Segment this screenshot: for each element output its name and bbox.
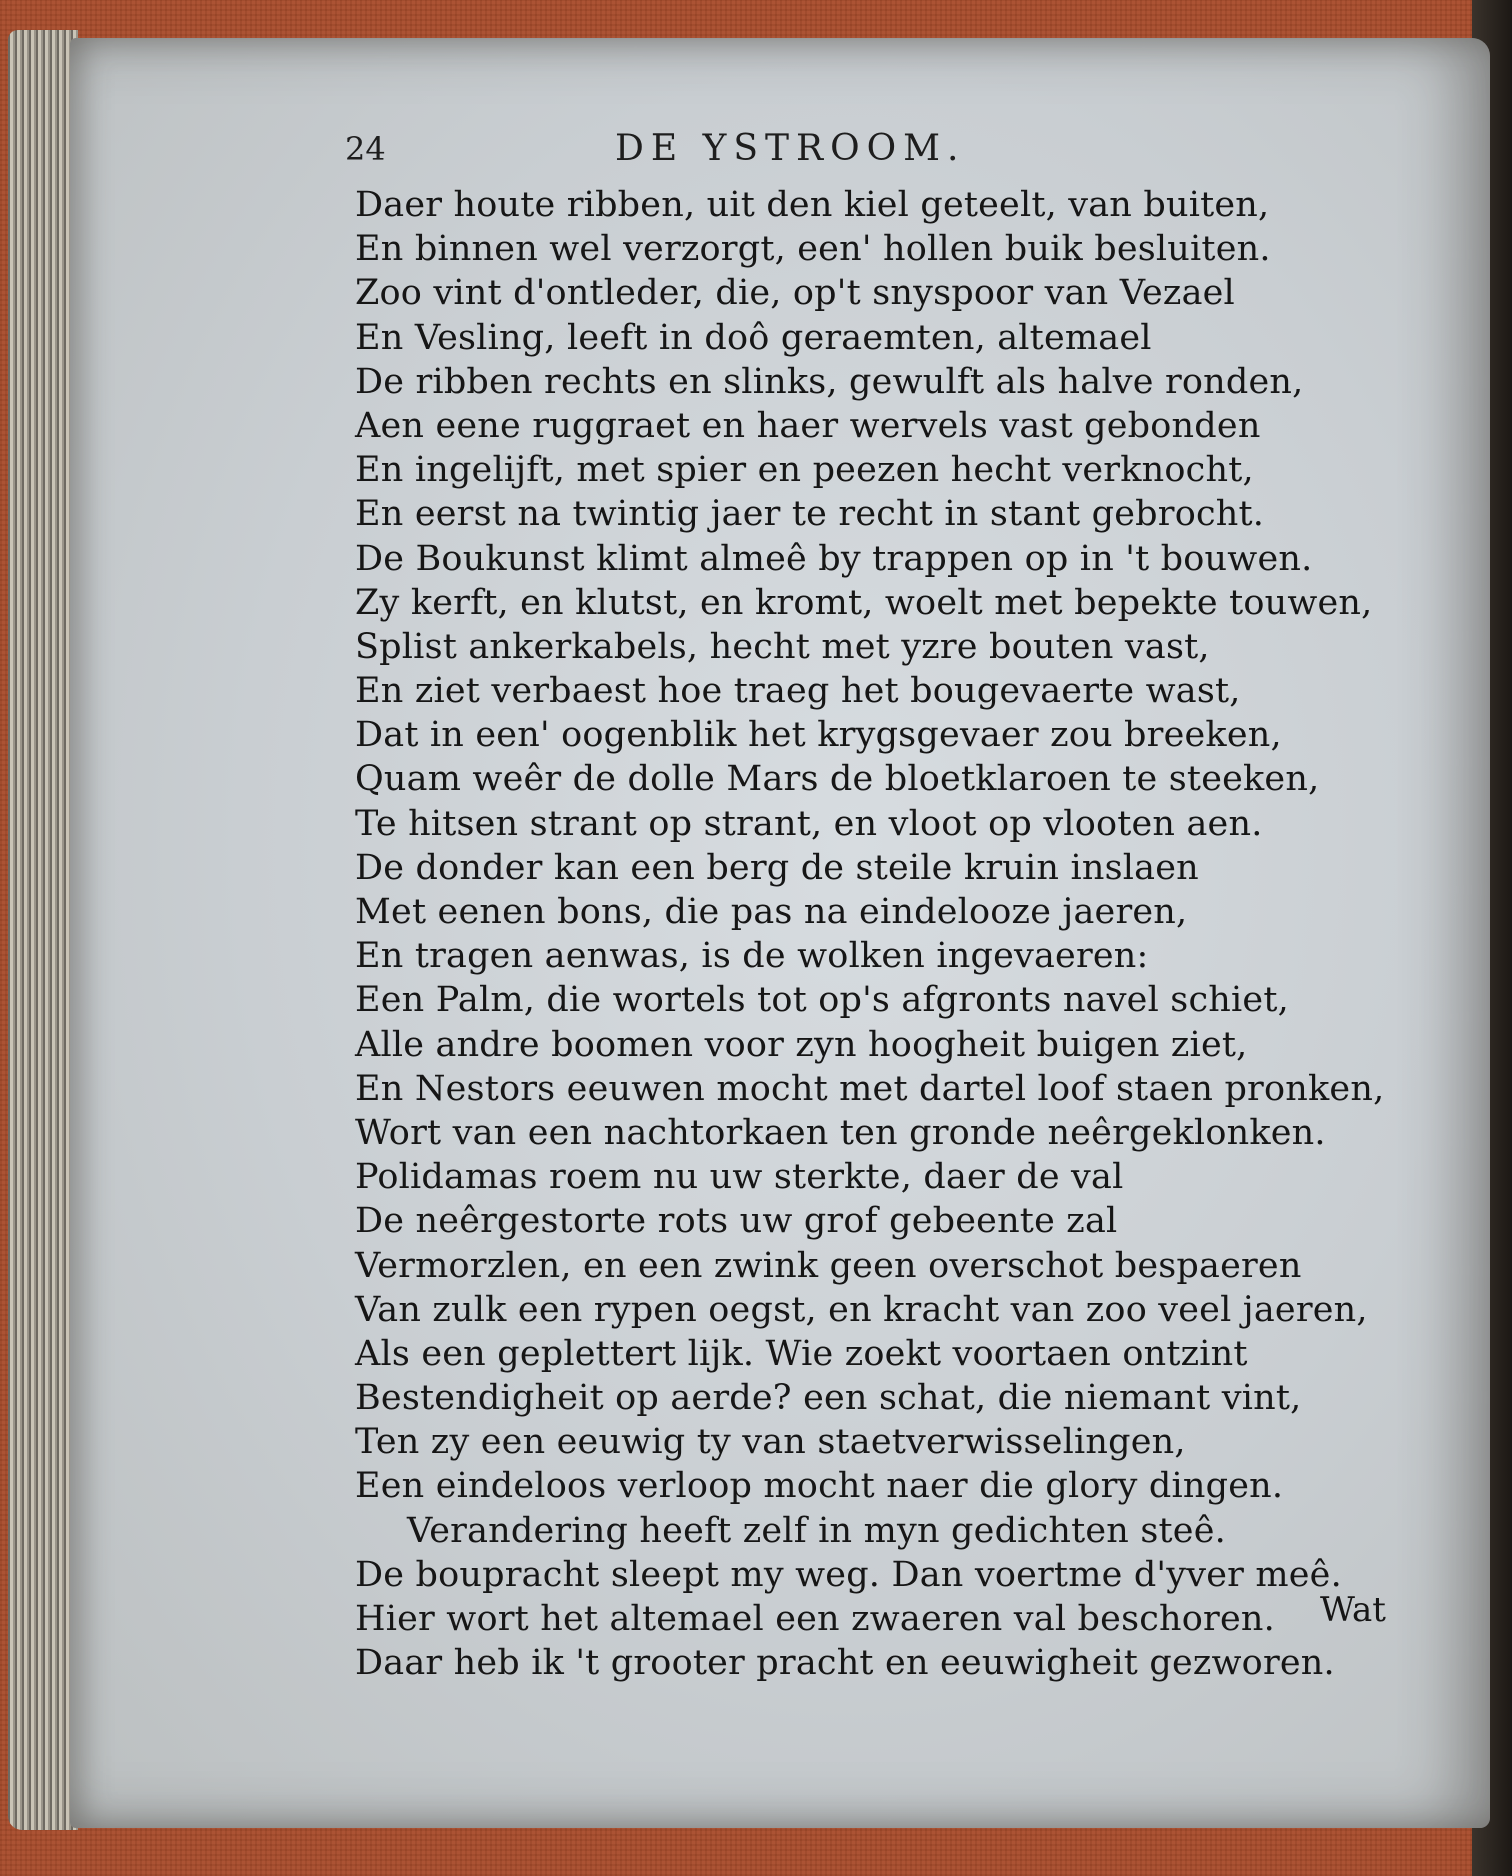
verse-line: Splist ankerkabels, hecht met yzre bouten vast, [355, 626, 1210, 667]
verse-line: Vermorzlen, en een zwink geen overschot bespaeren [355, 1245, 1302, 1286]
verse-line: De neêrgestorte rots uw grof gebeente zal [355, 1201, 1118, 1242]
verse-line: Bestendigheit op aerde? een schat, die niemant vint, [355, 1378, 1302, 1419]
verse-line: En eerst na twintig jaer te recht in stant gebrocht. [355, 494, 1265, 535]
verse-line: De ribben rechts en slinks, gewulft als halve ronden, [355, 361, 1304, 402]
verse-line: En ingelijft, met spier en peezen hecht verknocht, [355, 450, 1254, 491]
verse-line: De donder kan een berg de steile kruin inslaen [355, 847, 1199, 888]
verse-line: En Nestors eeuwen mocht met dartel loof staen pronken, [355, 1068, 1385, 1109]
verse-line: Hier wort het altemael een zwaeren val beschoren. [355, 1599, 1275, 1639]
verse-line: Een Palm, die wortels tot op's afgronts navel schiet, [355, 980, 1289, 1021]
verse-line: Aen eene ruggraet en haer wervels vast gebonden [355, 405, 1261, 446]
verse-line: Een eindeloos verloop mocht naer die glory dingen. [355, 1466, 1284, 1507]
verse-line: Daer houte ribben, uit den kiel geteelt, van buiten, [355, 185, 1270, 225]
verse-line: Polidamas roem nu uw sterkte, daer de val [355, 1157, 1124, 1198]
verse-line: Quam weêr de dolle Mars de bloetklaroen te steeken, [355, 759, 1320, 800]
page-number: 24 [345, 130, 386, 168]
verse-line: Alle andre boomen voor zyn hoogheit buigen ziet, [355, 1024, 1248, 1065]
verse-line: Verandering heeft zelf in myn gedichten steê. [407, 1510, 1226, 1551]
verse-line: En tragen aenwas, is de wolken ingevaeren: [355, 936, 1149, 977]
verse-line: Ten zy een eeuwig ty van staetverwisselingen, [355, 1422, 1186, 1463]
verse-block [355, 183, 1385, 1685]
verse-line: En ziet verbaest hoe traeg het bougevaerte wast, [355, 671, 1241, 712]
running-title: DE YSTROOM. [615, 128, 966, 169]
verse-line: De boupracht sleept my weg. Dan voertme d'yver meê. [355, 1554, 1342, 1595]
catchword: Wat [1320, 1590, 1386, 1630]
verse-line: Dat in een' oogenblik het krygsgevaer zou breeken, [355, 715, 1282, 756]
verse-line: Met eenen bons, die pas na eindelooze jaeren, [355, 892, 1188, 932]
verse-line: Als een geplettert lijk. Wie zoekt voortaen ontzint [355, 1333, 1248, 1374]
verse-line: De Boukunst klimt almeê by trappen op in 't bouwen. [355, 538, 1313, 579]
verse-line: Te hitsen strant op strant, en vloot op vlooten aen. [355, 803, 1263, 844]
verse-line: En Vesling, leeft in doô geraemten, altemael [355, 317, 1152, 358]
verse-line: Wort van een nachtorkaen ten gronde neêrgeklonken. [355, 1112, 1326, 1153]
verse-line: En binnen wel verzorgt, een' hollen buik besluiten. [355, 229, 1271, 270]
verse-line: Van zulk een rypen oegst, en kracht van zoo veel jaeren, [355, 1289, 1368, 1330]
verse-line: Zoo vint d'ontleder, die, op't snyspoor van Vezael [355, 273, 1235, 314]
book-page-edges [8, 30, 78, 1830]
running-head [345, 128, 1245, 176]
verse-line: Zy kerft, en klutst, en kromt, woelt met bepekte touwen, [355, 582, 1373, 623]
verse-line: Daar heb ik 't grooter pracht en eeuwigheit gezworen. [355, 1643, 1335, 1684]
